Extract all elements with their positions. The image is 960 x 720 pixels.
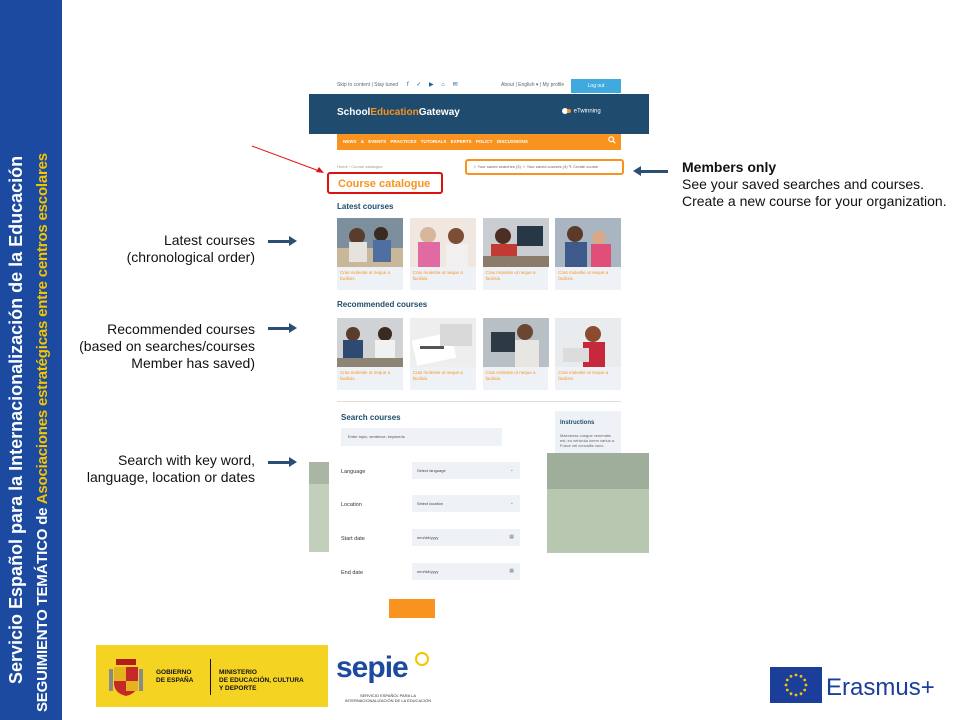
eu-flag-icon bbox=[770, 667, 822, 703]
erasmus-logo: Erasmus+ bbox=[826, 674, 935, 701]
social-icons[interactable]: f ✓ ▶ ⌂ ✉ bbox=[407, 82, 461, 88]
arrow-search bbox=[268, 461, 290, 464]
section-divider bbox=[337, 401, 621, 402]
utility-bar bbox=[309, 78, 649, 94]
instructions-heading: Instructions bbox=[560, 420, 595, 426]
recommended-annotation bbox=[60, 321, 255, 372]
latest-courses-list bbox=[337, 218, 621, 290]
course-card[interactable] bbox=[555, 218, 621, 290]
background-panel bbox=[309, 462, 329, 484]
search-form bbox=[329, 452, 547, 618]
members-title: Members only bbox=[682, 159, 777, 175]
latest-line1: Latest courses bbox=[163, 232, 255, 248]
gobierno-text: GOBIERNO DE ESPAÑA bbox=[156, 669, 194, 684]
arrow-members bbox=[640, 170, 668, 173]
location-value: Select location bbox=[417, 501, 444, 506]
logo-separator bbox=[210, 659, 211, 695]
start-date-value: mm/dd/yyyy bbox=[417, 535, 439, 540]
gobierno-logo bbox=[96, 645, 328, 707]
etwinning-logo[interactable] bbox=[562, 107, 601, 115]
ministerio-text: MINISTERIO DE EDUCACIÓN, CULTURA Y DEPORTE bbox=[219, 669, 304, 692]
location-select[interactable] bbox=[412, 495, 520, 512]
calendar-icon[interactable]: ▦ bbox=[509, 568, 514, 574]
page-title: Course catalogue bbox=[338, 178, 431, 190]
course-title[interactable]: Cras molestie ut neque a facilisis. bbox=[485, 370, 536, 381]
course-title[interactable]: Cras molestie ut neque a facilisis. bbox=[558, 270, 609, 281]
end-date-input[interactable] bbox=[412, 563, 520, 580]
members-line1: See your saved searches and courses. bbox=[682, 176, 925, 192]
course-title[interactable]: Cras molestie ut neque a facilisis. bbox=[485, 270, 536, 281]
sepie-logo bbox=[330, 645, 434, 707]
main-nav bbox=[337, 134, 621, 150]
end-date-label: End date bbox=[341, 570, 364, 576]
red-pointer bbox=[250, 140, 330, 180]
start-date-label: Start date bbox=[341, 536, 365, 542]
course-card[interactable] bbox=[337, 218, 403, 290]
members-toolbar bbox=[465, 159, 624, 175]
course-thumbnail bbox=[555, 218, 621, 267]
course-title[interactable]: Cras molestie ut neque a facilisis. bbox=[340, 370, 391, 381]
sepie-subtitle: SERVICIO ESPAÑOL PARA LA INTERNACIONALIZACIÓN DE LA EDUCACIÓN bbox=[344, 693, 432, 703]
arrow-recommended bbox=[268, 327, 290, 330]
chevron-down-icon: ⌄ bbox=[509, 467, 514, 473]
side-title bbox=[0, 0, 62, 720]
course-thumbnail bbox=[410, 318, 476, 367]
nav-items[interactable]: NEWS & EVENTS PRACTICES TUTORIALS EXPERTS POLICY DISCUSSIONS bbox=[343, 139, 528, 144]
members-annotation bbox=[682, 159, 947, 210]
course-thumbnail bbox=[483, 218, 549, 267]
skip-links[interactable]: Skip to content | Stay tuned bbox=[337, 82, 399, 88]
course-card[interactable] bbox=[337, 318, 403, 390]
course-thumbnail bbox=[555, 318, 621, 367]
calendar-icon[interactable]: ▦ bbox=[509, 534, 514, 540]
side-title-prefix: SEGUIMIENTO TEMÁTICO de bbox=[34, 504, 51, 712]
catalogue-title-box bbox=[327, 172, 443, 194]
recommended-line1: Recommended courses bbox=[107, 321, 255, 337]
course-title[interactable]: Cras molestie ut neque a facilisis. bbox=[558, 370, 609, 381]
site-banner bbox=[309, 94, 649, 134]
recommended-line3: Member has saved) bbox=[131, 355, 255, 371]
course-card[interactable] bbox=[483, 318, 549, 390]
end-date-value: mm/dd/yyyy bbox=[417, 569, 439, 574]
logo-strip bbox=[96, 645, 434, 707]
course-thumbnail bbox=[337, 318, 403, 367]
sepie-word: sepie bbox=[336, 651, 408, 684]
background-panel bbox=[547, 453, 649, 489]
side-title-line1: Servicio Español para la Internacionalización de la Educación bbox=[6, 155, 26, 684]
logo-part3: Gateway bbox=[418, 107, 460, 118]
course-card[interactable] bbox=[555, 318, 621, 390]
search-placeholder: Enter topic, sentence, keywords bbox=[348, 434, 405, 439]
location-label: Location bbox=[341, 502, 362, 508]
start-date-input[interactable] bbox=[412, 529, 520, 546]
recommended-line2: (based on searches/courses bbox=[79, 338, 255, 354]
members-line2: Create a new course for your organization. bbox=[682, 193, 947, 209]
recommended-courses-list bbox=[337, 318, 621, 390]
search-line1: Search with key word, bbox=[118, 452, 255, 468]
course-thumbnail bbox=[483, 318, 549, 367]
language-select[interactable] bbox=[412, 462, 520, 479]
recommended-courses-heading: Recommended courses bbox=[337, 300, 428, 309]
instructions-text: Maecenas congue venenatis est, eu vehicula lorem varius a. Fusce vel convallis nunc. bbox=[560, 433, 616, 448]
search-annotation bbox=[60, 452, 255, 486]
members-links[interactable]: ☆ Your saved searches (3) ☆ Your saved courses (4) ✎ Create course bbox=[473, 164, 599, 169]
etwinning-label: eTwinning bbox=[573, 108, 601, 115]
side-title-line2 bbox=[34, 153, 51, 712]
coat-of-arms-icon bbox=[108, 657, 144, 697]
search-line2: language, location or dates bbox=[86, 469, 255, 485]
language-label: Language bbox=[341, 469, 366, 475]
course-thumbnail bbox=[337, 218, 403, 267]
latest-line2: (chronological order) bbox=[126, 249, 255, 265]
course-title[interactable]: Cras molestie ut neque a facilisis. bbox=[340, 270, 391, 281]
etwinning-icon bbox=[562, 107, 572, 115]
logo-part2: Education bbox=[370, 107, 419, 118]
search-input[interactable] bbox=[341, 428, 502, 446]
account-links[interactable]: About | English ▾ | My profile bbox=[501, 82, 565, 88]
course-thumbnail bbox=[410, 218, 476, 267]
side-title-highlight: Asociaciones estratégicas entre centros escolares bbox=[34, 153, 51, 505]
chevron-down-icon: ⌄ bbox=[509, 500, 514, 506]
search-submit-button[interactable] bbox=[389, 599, 435, 618]
site-logo[interactable] bbox=[337, 107, 460, 118]
logo-part1: School bbox=[337, 107, 371, 118]
latest-annotation bbox=[100, 232, 255, 266]
arrow-latest bbox=[268, 240, 290, 243]
search-courses-heading: Search courses bbox=[341, 413, 401, 422]
course-card[interactable] bbox=[410, 218, 476, 290]
website-screenshot bbox=[309, 78, 649, 618]
breadcrumb[interactable]: Home › Course catalogue bbox=[337, 164, 383, 169]
course-title[interactable]: Cras molestie ut neque a facilisis. bbox=[412, 370, 463, 381]
sepie-swirl-icon bbox=[414, 651, 430, 667]
logout-button[interactable]: Log out bbox=[571, 79, 621, 93]
course-card[interactable] bbox=[410, 318, 476, 390]
course-title[interactable]: Cras molestie ut neque a facilisis. bbox=[412, 270, 463, 281]
course-card[interactable] bbox=[483, 218, 549, 290]
language-value: Select language bbox=[417, 468, 446, 473]
search-icon[interactable] bbox=[608, 136, 616, 146]
latest-courses-heading: Latest courses bbox=[337, 202, 394, 211]
